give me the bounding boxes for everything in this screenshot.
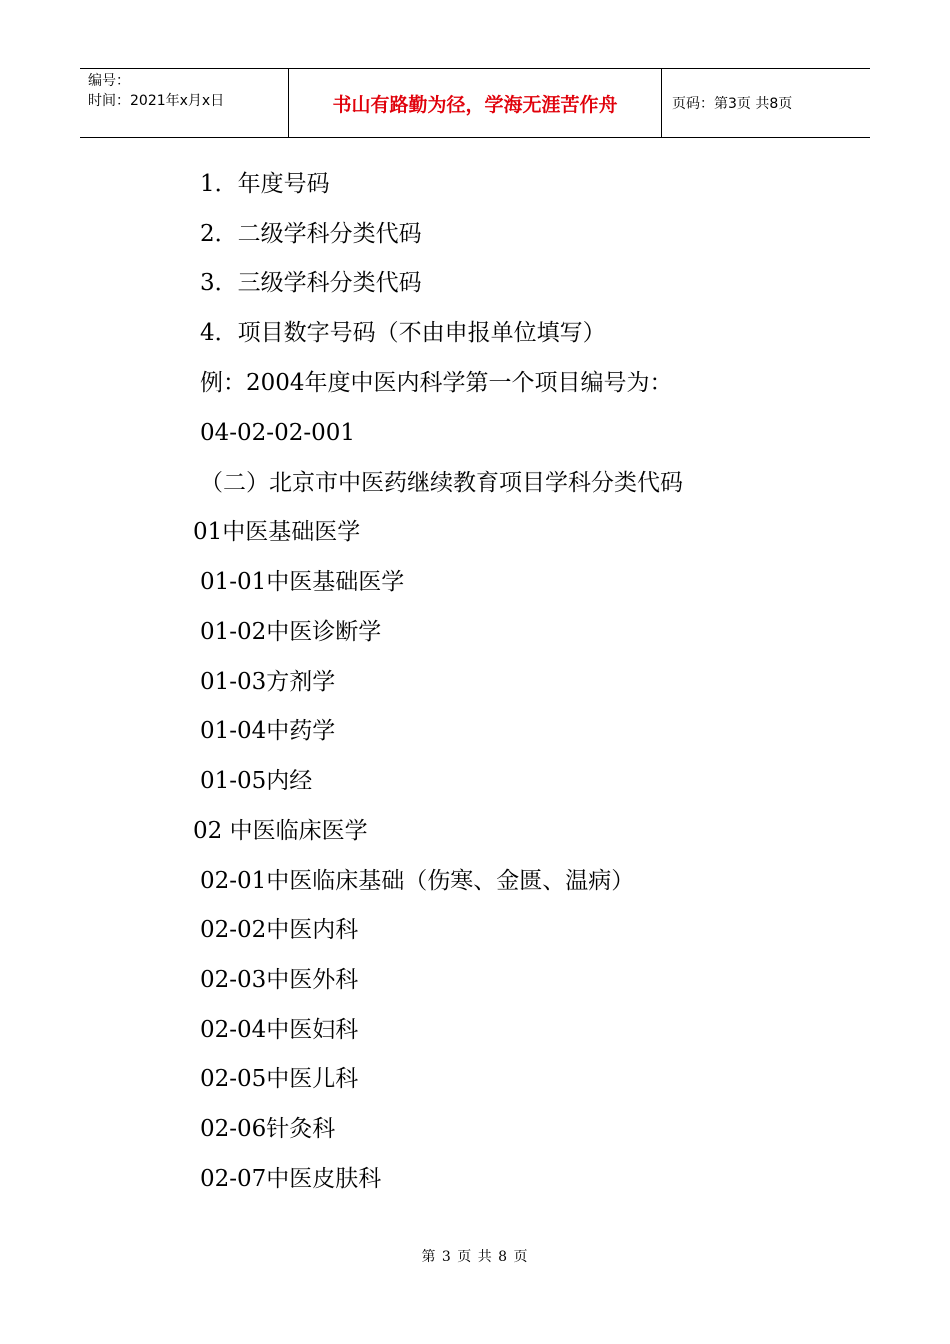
- time-label: 时间：2021年x月x日: [88, 93, 225, 109]
- list-item: 3．三级学科分类代码: [200, 270, 422, 296]
- list-item: 02-04中医妇科: [200, 1017, 359, 1043]
- list-item: 02-05中医儿科: [200, 1066, 359, 1092]
- category-heading: 01中医基础医学: [193, 519, 361, 545]
- header-motto: 书山有路勤为径，学海无涯苦作舟: [289, 69, 662, 137]
- list-item: 2．二级学科分类代码: [200, 221, 422, 247]
- header-meta-cell: [80, 69, 289, 137]
- list-item: 01-04中药学: [200, 718, 336, 744]
- list-item: 4．项目数字号码（不由申报单位填写）: [200, 320, 606, 346]
- list-item: 02-07中医皮肤科: [200, 1166, 382, 1192]
- list-item: 01-02中医诊断学: [200, 619, 382, 645]
- doc-number-label: 编号：: [88, 73, 130, 89]
- list-item: 02-03中医外科: [200, 967, 359, 993]
- category-heading: 02 中医临床医学: [193, 818, 368, 844]
- list-item: 02-01中医临床基础（伤寒、金匮、温病）: [200, 868, 635, 894]
- example-code: 04-02-02-001: [200, 420, 356, 446]
- page-footer: 第 3 页 共 8 页: [421, 1249, 529, 1265]
- list-item: 01-01中医基础医学: [200, 569, 405, 595]
- list-item: 02-06针灸科: [200, 1116, 336, 1142]
- example-text: 例：2004年度中医内科学第一个项目编号为：: [200, 370, 673, 396]
- section-heading: （二）北京市中医药继续教育项目学科分类代码: [200, 470, 683, 496]
- list-item: 01-05内经: [200, 768, 313, 794]
- list-item: 1．年度号码: [200, 171, 330, 197]
- list-item: 01-03方剂学: [200, 669, 336, 695]
- header-page-info: 页码：第3页 共8页: [672, 96, 793, 112]
- page-header: [80, 68, 870, 138]
- list-item: 02-02中医内科: [200, 917, 359, 943]
